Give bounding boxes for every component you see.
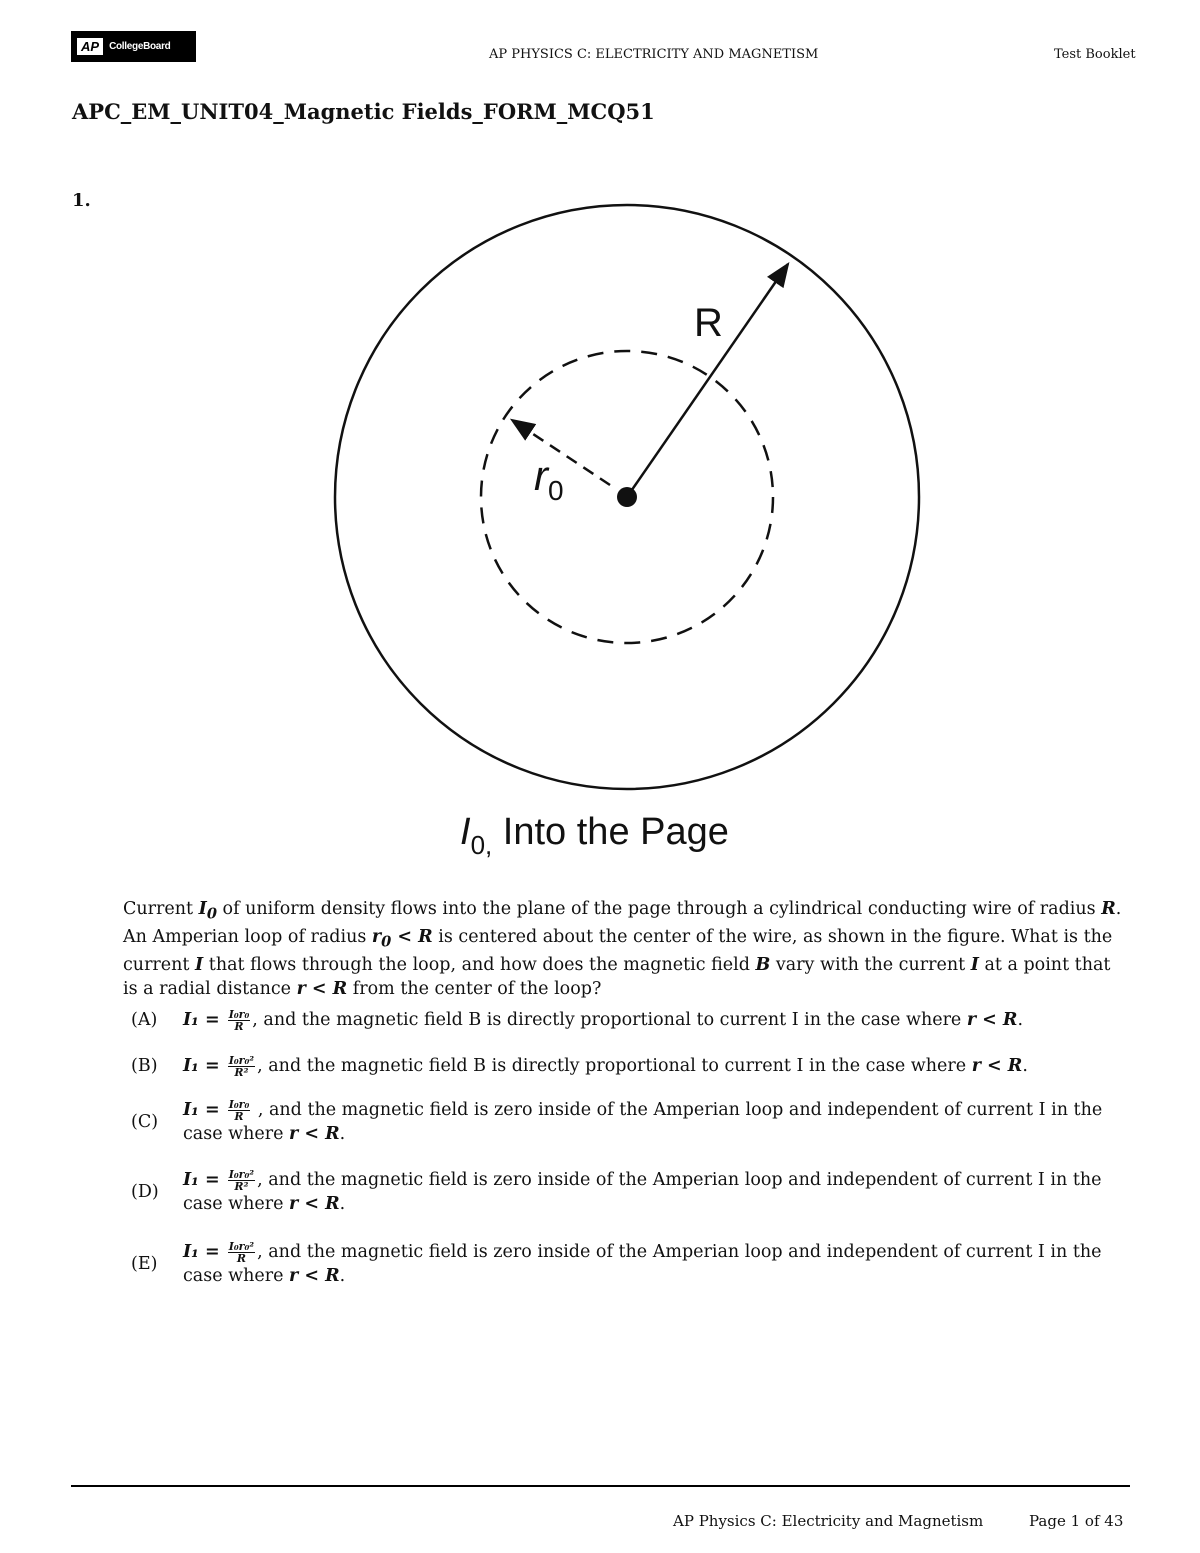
college-board-wordmark: CollegeBoard <box>109 41 171 52</box>
college-board-logo <box>71 31 196 62</box>
header-booklet-label: Test Booklet <box>1054 47 1136 62</box>
choice-label: (C) <box>131 1112 159 1132</box>
choice-label: (D) <box>131 1182 159 1202</box>
radius-R-arrow <box>627 264 788 497</box>
choice-label: (A) <box>131 1010 158 1030</box>
choice-label: (B) <box>131 1056 158 1076</box>
label-R: R <box>694 301 723 345</box>
footer-divider <box>71 1485 1130 1487</box>
wire-center-dot <box>617 487 637 507</box>
footer-course-name: AP Physics C: Electricity and Magnetism <box>673 1512 984 1530</box>
question-number: 1. <box>72 190 91 211</box>
question-stem: Current $I_0$ of uniform density flows into the plane of the page through a cylindrical conducting wire of radius R. An Amperian loop of radius $r_0 < R$ is centered about the center of the wire, as shown in the figure. What is the current I that flows through the loop, and how does the magnetic field B vary with the current I at a point that is a radial distance r < R from the center of the loop? <box>123 899 1122 999</box>
header-course-title: AP PHYSICS C: ELECTRICITY AND MAGNETISM <box>489 47 819 62</box>
wire-cross-section-figure <box>320 195 940 865</box>
figure-caption: $I_{0,}$ Into the Page <box>460 811 729 860</box>
ap-logo-mark: AP <box>77 38 103 55</box>
label-r0: $r_0$ <box>534 452 564 506</box>
choice-label: (E) <box>131 1254 158 1274</box>
footer-page-number: Page 1 of 43 <box>1029 1512 1124 1530</box>
form-title: APC_EM_UNIT04_Magnetic Fields_FORM_MCQ51 <box>72 99 655 124</box>
